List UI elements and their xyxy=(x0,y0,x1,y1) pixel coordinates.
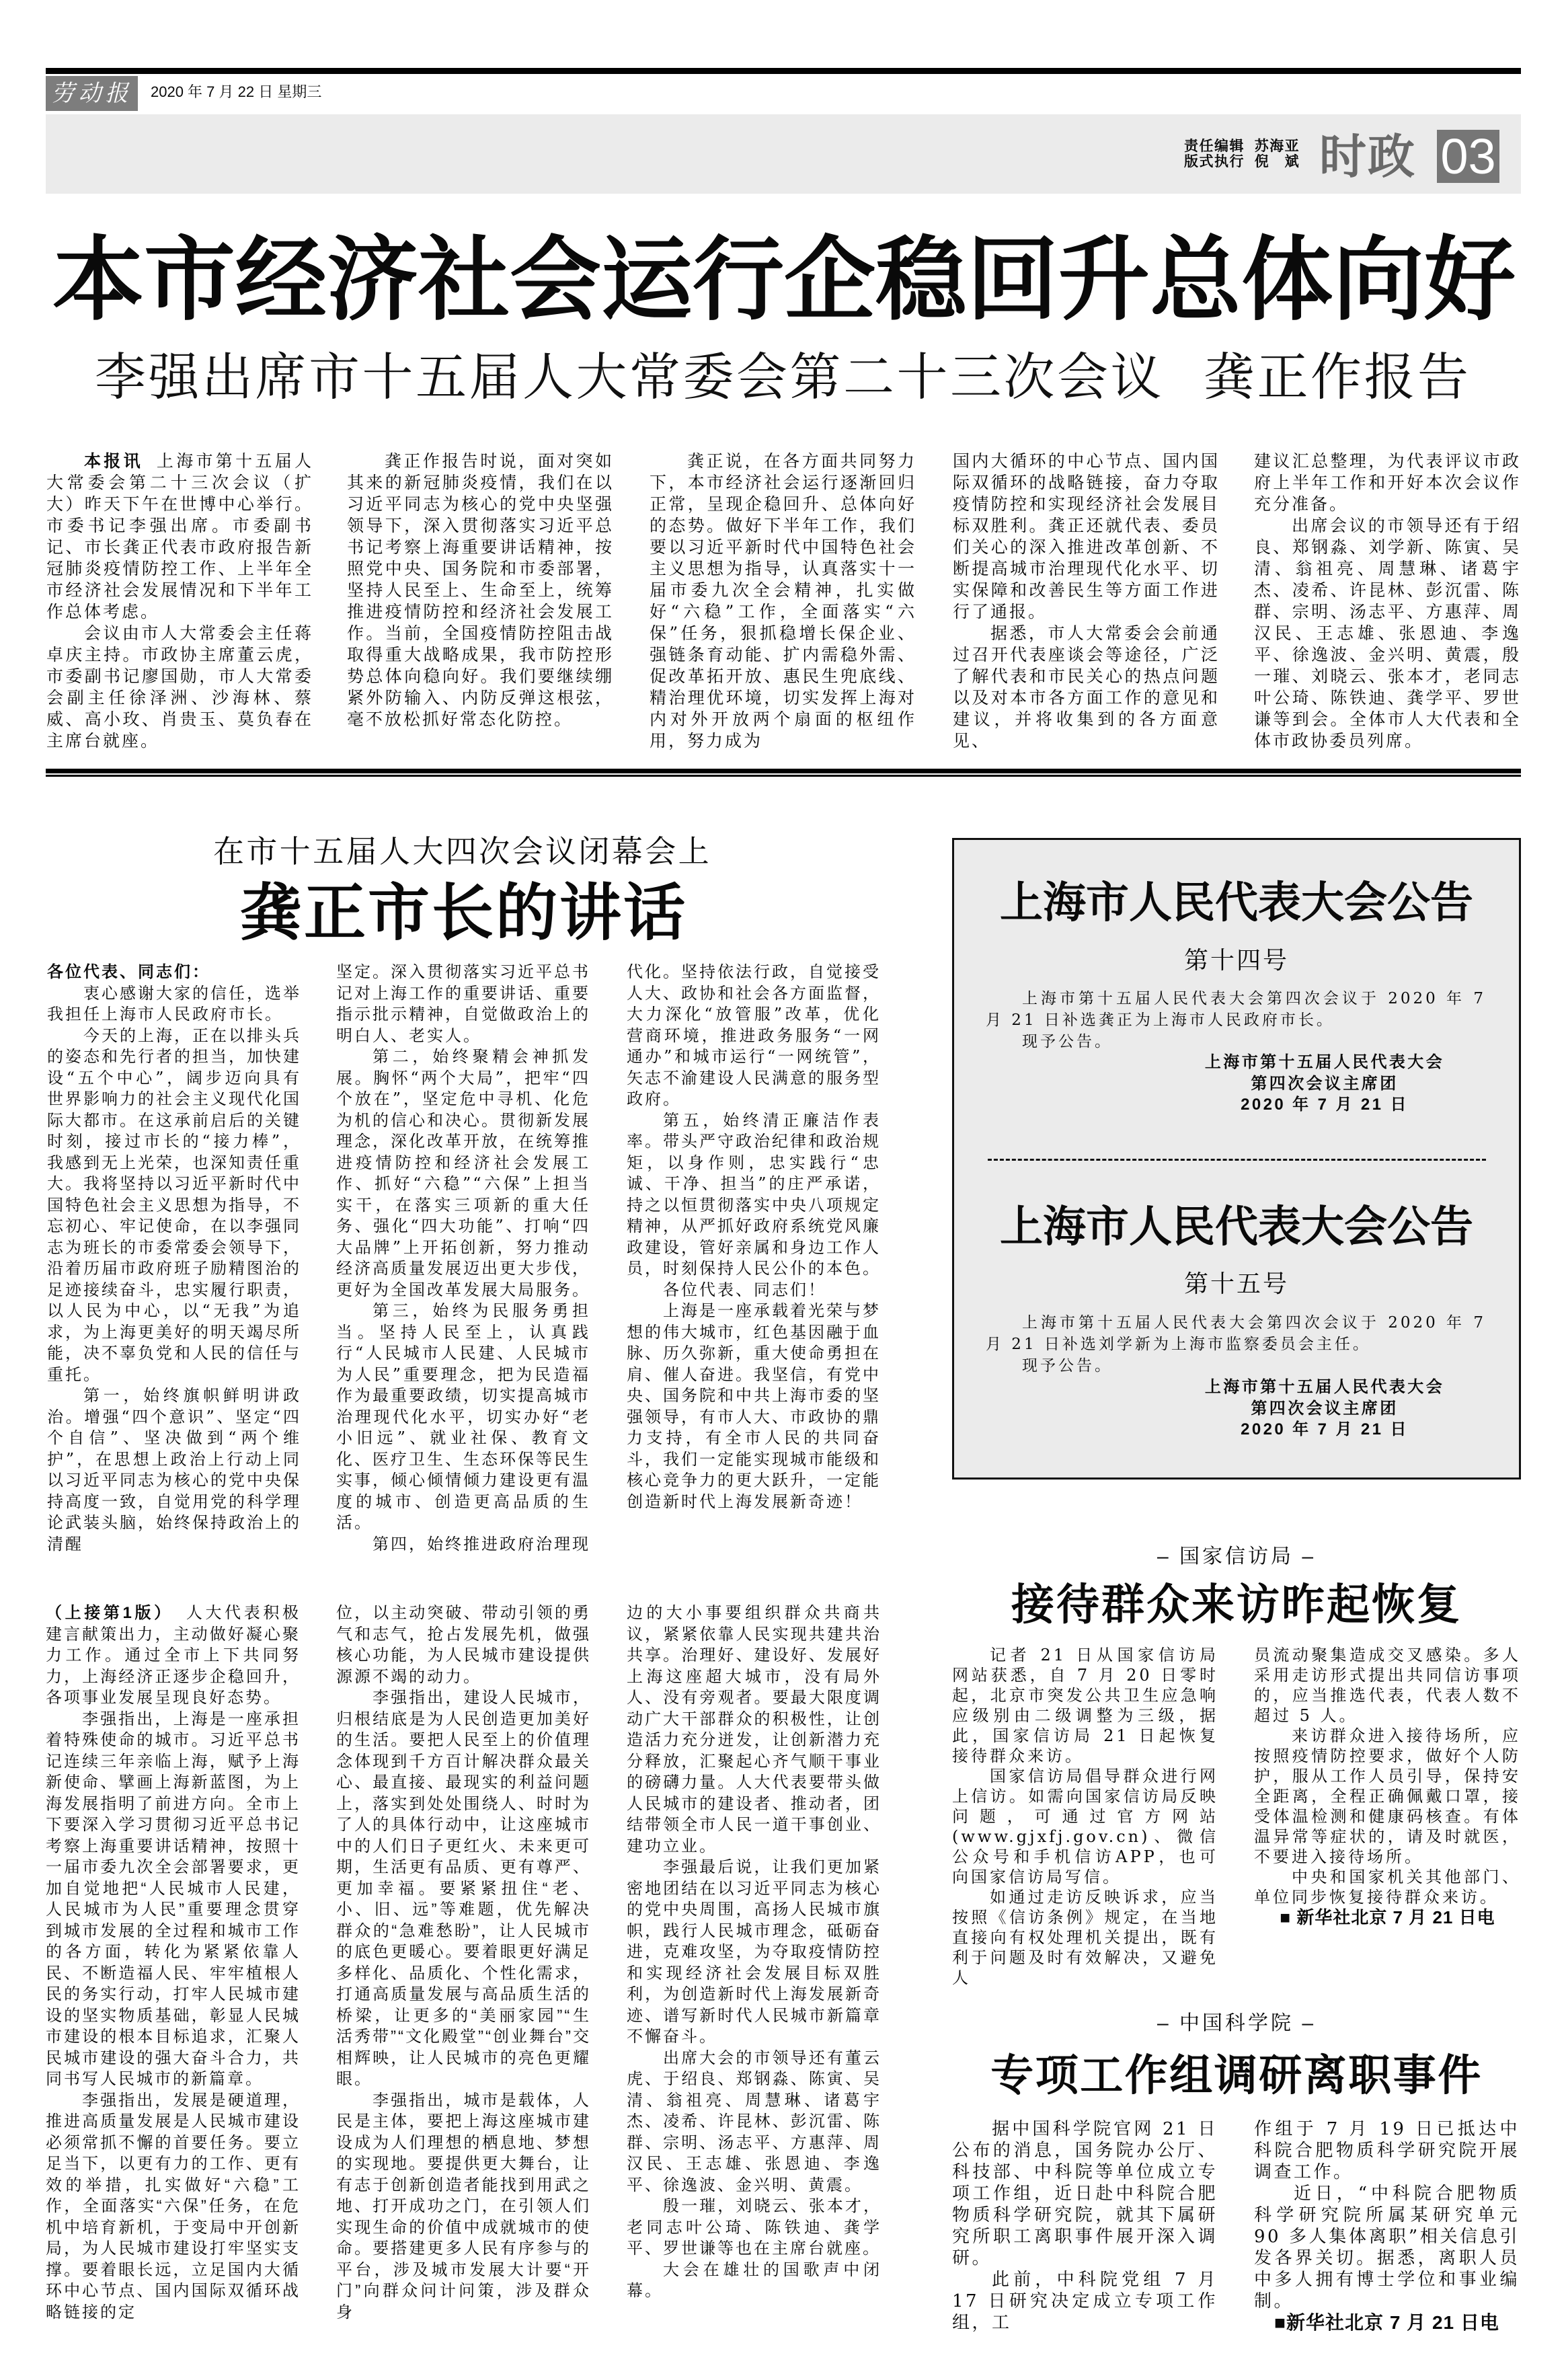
paragraph xyxy=(336,1301,590,1534)
paragraph-text: 第一，始终旗帜鲜明讲政治。增强“四个意识”、坚定“四个自信”、坚决做到“两个维护”，在思想上政治上行动上同以习近平同志为核心的党中央保持高度一致，自觉用党的科学理论武装头脑，始终保持政治上的清醒 xyxy=(47,1386,301,1553)
paragraph-text: 国家信访局倡导群众进行网上信访。如需向国家信访局反映问题，可通过官方网站(www.gjxfj.gov.cn)、微信公众号和手机信访APP，也可向国家信访局写信。 xyxy=(952,1767,1218,1886)
paragraph-text: 代化。坚持依法行政，自觉接受人大、政协和社会各方面监督，大力深化“放管服”改革，优化营商环境，推进政务服务“一网通办”和城市运行“一网统管”，矢志不渝建设人民满意的服务型政府。 xyxy=(627,962,881,1108)
newspaper-logo xyxy=(46,76,138,111)
speech-column-3 xyxy=(627,962,881,1512)
dashed-divider xyxy=(988,1159,1486,1161)
petition-headline: 接待群众来访昨起恢复 xyxy=(1011,1580,1462,1629)
paragraph-text: 第三，始终为民服务勇担当。坚持人民至上，认真践行“人民城市人民建、人民城市为人民”重要理念，把为民造福作为最重要政绩，切实提高城市治理现代化水平，切实办好“老小旧远”、就业社保、教育文化、医疗卫生、生态环保等民生实事，倾心倾情倾力建设更有温度的城市、创造更高品质的生活。 xyxy=(336,1301,590,1532)
section-name: 时政 xyxy=(1319,128,1416,184)
dateline: （上接第1版） xyxy=(46,1604,173,1622)
paragraph xyxy=(347,451,614,730)
paragraph xyxy=(627,1110,881,1280)
dateline: 本报讯 xyxy=(84,452,143,471)
section-divider-thin xyxy=(46,775,1521,777)
notice-signature xyxy=(1190,1377,1459,1441)
notice-signature xyxy=(1190,1052,1459,1116)
paragraph xyxy=(627,1301,881,1512)
paragraph xyxy=(336,1687,591,2090)
lead-column-3 xyxy=(650,451,916,752)
paragraph-text: 记者 21 日从国家信访局网站获悉，自 7 月 20 日零时起，北京市突发公共卫生应急响应级别由二级调整为三级，据此，国家信访局 21 日起恢复接待群众来访。 xyxy=(952,1646,1218,1765)
paragraph xyxy=(953,451,1220,623)
paragraph-text: 会议由市人大常委会主任蒋卓庆主持。市政协主席董云虎，市委副书记廖国勋，市人大常委会副主任徐泽洲、沙海林、蔡威、高小玫、肖贵玉、莫负春在主席台就座。 xyxy=(46,623,313,751)
petition-column-1 xyxy=(952,1645,1218,1988)
lead-column-4 xyxy=(953,451,1220,752)
signature-line: 第四次会议主席团 xyxy=(1251,1399,1399,1418)
paragraph xyxy=(952,1766,1218,1887)
paragraph-text: 各位代表、同志们： xyxy=(47,963,210,981)
paragraph xyxy=(952,1887,1218,1988)
paragraph-text: 来访群众进入接待场所，应按照疫情防控要求，做好个人防护，服从工作人员引导，保持安全距离，全程正确佩戴口罩，接受体温检测和健康码核查。有体温异常等症状的，请及时就医，不要进入接待场所。 xyxy=(1254,1726,1521,1866)
paragraph xyxy=(47,1385,301,1555)
paragraph xyxy=(627,1603,882,1857)
paragraph-text: 据中国科学院官网 21 日公布的消息，国务院办公厅、科技部、中科院等单位成立专项工作组，近日赴中科院合肥物质科学研究院，就其下属研究所职工离职事件展开深入调研。 xyxy=(952,2119,1218,2268)
paragraph xyxy=(336,1603,591,1687)
paragraph-text: 上海市第十五届人大常委会第二十三次会议（扩大）昨天下午在世博中心举行。市委书记李强出席。市委副书记、市长龚正代表市政府报告新冠肺炎疫情防控工作、上半年全市经济社会发展情况和下半年工作总体考虑。 xyxy=(46,451,313,621)
paragraph xyxy=(627,2196,882,2260)
paragraph-text: 上海是一座承载着光荣与梦想的伟大城市，红色基因融于血脉、历久弥新，重大使命勇担在肩、催人奋进。我坚信，有党中央、国务院和中共上海市委的坚强领导，有市人大、市政协的鼎力支持，有全市人民的共同奋斗，我们一定能实现城市能级和核心竞争力的更大跃升，一定能创造新时代上海发展新奇迹！ xyxy=(627,1301,881,1511)
layout-editor-line xyxy=(1184,154,1300,169)
paragraph-text: 第四，始终推进政府治理现 xyxy=(373,1534,590,1553)
notice-number: 第十五号 xyxy=(1183,1270,1289,1298)
paragraph xyxy=(47,983,301,1026)
paragraph-text: 出席会议的市领导还有于绍良、郑钢淼、刘学新、陈寅、吴清、翁祖亮、周慧琳、诸葛宇杰、凌希、许昆林、彭沉雷、陈群、宗明、汤志平、方惠萍、周汉民、王志雄、张恩迪、李逸平、徐逸波、金兴明、黄震，殷一璀、刘晓云、张本才，老同志叶公琦、陈铁迪、龚学平、罗世谦等到会。全体市人大代表和全体市政协委员列席。 xyxy=(1254,516,1521,751)
paragraph xyxy=(1254,451,1521,515)
notice-title: 上海市人民代表大会公告 xyxy=(1000,878,1473,927)
paragraph-text: 李强指出，发展是硬道理，推进高质量发展是人民城市建设必须常抓不懈的首要任务。要立足当下，以更有力的工作、更有效的举措，扎实做好“六稳”工作，全面落实“六保”任务，在危机中培育新机，于变局中开创新局，为人民城市建设打牢坚实支撑。要着眼长远，立足国内大循环中心节点、国内国际双循环战略链接的定 xyxy=(46,2091,301,2321)
paragraph-text: 人大代表积极建言献策出力，主动做好凝心聚力工作。通过全市上下共同努力，上海经济正逐步企稳回升，各项事业发展呈现良好态势。 xyxy=(46,1604,301,1707)
salutation xyxy=(47,962,301,983)
editor-credits xyxy=(1184,139,1300,169)
signature-line: 2020 年 7 月 21 日 xyxy=(1241,1420,1409,1438)
continued-column-3 xyxy=(627,1603,882,2302)
speech-column-2 xyxy=(336,962,590,1555)
paragraph-text: 第五，始终清正廉洁作表率。带头严守政治纪律和政治规矩，以身作则，忠实践行“忠诚、干净、担当”的庄严承诺，持之以恒贯彻落实中央八项规定精神，从严抓好政府系统党风廉政建设，管好亲属和身边工作人员，时刻保持人民公仆的本色。 xyxy=(627,1110,881,1278)
paragraph xyxy=(336,1534,590,1556)
notice-box xyxy=(952,838,1521,1480)
paragraph-text: 位，以主动突破、带动引领的勇气和志气，抢占发展先机，做强核心功能，为人民城市建设提供源源不竭的动力。 xyxy=(336,1604,591,1686)
paragraph xyxy=(46,1603,301,1709)
petition-kicker: – 国家信访局 – xyxy=(1157,1545,1317,1568)
paragraph xyxy=(627,962,881,1110)
paragraph xyxy=(1254,1645,1521,1726)
paragraph xyxy=(953,623,1220,752)
top-rule xyxy=(46,68,1521,74)
logo-text: 劳动报 xyxy=(51,80,132,107)
subheadline-part-1: 李强出席市十五届人大常委会第二十三次会议 xyxy=(95,349,1164,406)
paragraph xyxy=(650,451,916,752)
paragraph-text: 如通过走访反映诉求，应当按照《信访条例》规定，在当地直接向有权处理机关提出，既有利于问题及时有效解决，又避免人 xyxy=(952,1888,1218,1987)
continued-column-2 xyxy=(336,1603,591,2323)
layout-editor-name: 倪 斌 xyxy=(1254,154,1300,169)
signature-line: 上海市第十五届人民代表大会 xyxy=(1204,1378,1445,1396)
notice-closing: 现予公告。 xyxy=(1022,1033,1113,1050)
paragraph-text: 建议汇总整理，为代表评议市政府上半年工作和开好本次会议作充分准备。 xyxy=(1254,451,1521,514)
paragraph-text: 作组于 7 月 19 日已抵达中科院合肥物质科学研究院开展调查工作。 xyxy=(1254,2119,1520,2182)
paragraph-text: 据悉，市人大常委会会前通过召开代表座谈会等途径，广泛了解代表和市民关心的热点问题以及对本市各方面工作的意见和建议，并将收集到的各方面意见、 xyxy=(953,623,1220,751)
section-divider-thick xyxy=(46,769,1521,773)
paragraph xyxy=(336,962,590,1046)
paragraph xyxy=(336,2090,591,2324)
cas-column-2 xyxy=(1254,2118,1520,2334)
petition-column-2 xyxy=(1254,1645,1521,1927)
lead-column-1 xyxy=(46,451,313,752)
paragraph-text: 大会在雄壮的国歌声中闭幕。 xyxy=(627,2260,882,2300)
paragraph-text: 坚定。深入贯彻落实习近平总书记对上海工作的重要讲话、重要指示批示精神，自觉做政治上的明白人、老实人。 xyxy=(336,962,590,1045)
cas-kicker: – 中国科学院 – xyxy=(1157,2012,1317,2034)
paragraph-text: 李强指出，建设人民城市，归根结底是为人民创造更加美好的生活。要把人民至上的价值理念体现到千方百计解决群众最关心、最直接、最现实的利益问题上，落实到处处围绕人、时时为了人的具体行动中，让这座城市中的人们日子更红火、未来更可期，生活更有品质、更有尊严、更加幸福。要紧紧扭住“老、小、旧、远”等难题，优先解决群众的“急难愁盼”，让人民城市的底色更暖心。要着眼更好满足多样化、品质化、个性化需求，打通高质量发展与高品质生活的桥梁，让更多的“美丽家园”“生活秀带”“文化殿堂”“创业舞台”交相辉映，让人民城市的亮色更耀眼。 xyxy=(336,1689,591,2088)
cas-column-1 xyxy=(952,2118,1218,2334)
paragraph xyxy=(627,1857,882,2048)
paragraph xyxy=(1254,2183,1520,2312)
paragraph-text: 此前，中科院党组 7 月 17 日研究决定成立专项工作组，工 xyxy=(952,2270,1218,2333)
signature-line: 第四次会议主席团 xyxy=(1251,1074,1399,1093)
chief-editor-name: 苏海亚 xyxy=(1254,139,1300,154)
paragraph xyxy=(1254,1726,1521,1867)
signature-line: 上海市第十五届人民代表大会 xyxy=(1204,1053,1445,1071)
paragraph-text: 龚正作报告时说，面对突如其来的新冠肺炎疫情，我们在以习近平同志为核心的党中央坚强领导下，深入贯彻落实习近平总书记考察上海重要讲话精神，按照党中央、国务院和市委部署，坚持人民至上、生命至上，统筹推进疫情防控和经济社会发展工作。当前，全国疫情防控阻击战取得重大战略成果，我市防控形势总体向稳向好。我们要继续绷紧外防输入、内防反弹这根弦，毫不放松抓好常态化防控。 xyxy=(347,451,614,729)
paragraph xyxy=(46,623,313,752)
continued-column-1 xyxy=(46,1603,301,2323)
paragraph-text: 殷一璀，刘晓云、张本才，老同志叶公琦、陈铁迪、龚学平、罗世谦等也在主席台就座。 xyxy=(627,2197,882,2258)
paragraph xyxy=(1254,515,1521,752)
paragraph xyxy=(46,2090,301,2324)
notice-body xyxy=(986,1312,1486,1377)
speech-column-1 xyxy=(47,962,301,1555)
paragraph-text: 员流动聚集造成交叉感染。多人采用走访形式提出共同信访事项的，应当推选代表，代表人数不超过 5 人。 xyxy=(1254,1646,1521,1725)
paragraph xyxy=(627,1280,881,1301)
paragraph-text: 国内大循环的中心节点、国内国际双循环的战略链接，奋力夺取疫情防控和实现经济社会发展目标双胜利。龚正还就代表、委员们关心的深入推进改革创新、不断提高城市治理现代化水平、切实保障和改善民生等方面工作进行了通报。 xyxy=(953,451,1220,621)
notice-closing: 现予公告。 xyxy=(1022,1357,1113,1375)
layout-editor-label: 版式执行 xyxy=(1184,154,1245,169)
paragraph xyxy=(952,2269,1218,2334)
paragraph xyxy=(46,1709,301,2090)
cas-headline: 专项工作组调研离职事件 xyxy=(990,2051,1483,2100)
notice-text: 上海市第十五届人民代表大会第四次会议于 2020 年 7 月 21 日补选龚正为上海市人民政府市长。 xyxy=(986,990,1486,1029)
paragraph-text: 出席大会的市领导还有董云虎、于绍良、郑钢淼、陈寅、吴清、翁祖亮、周慧琳、诸葛宇杰、凌希、许昆林、彭沉雷、陈群、宗明、汤志平、方惠萍、周汉民、王志雄、张恩迪、李逸平、徐逸波、金兴明、黄震。 xyxy=(627,2048,882,2194)
chief-editor-label: 责任编辑 xyxy=(1184,139,1245,154)
chief-editor-line xyxy=(1184,139,1300,154)
paragraph-text: 李强最后说，让我们更加紧密地团结在以习近平同志为核心的党中央周围，高扬人民城市旗帜，践行人民城市理念，砥砺奋进，克难攻坚，为夺取疫情防控和实现经济社会发展目标双胜利，为创造新时代上海发展新奇迹、谱写新时代人民城市新篇章不懈奋斗。 xyxy=(627,1858,882,2046)
paragraph-text: 龚正说，在各方面共同努力下，本市经济社会运行逐渐回归正常，呈现企稳回升、总体向好的态势。做好下半年工作，我们要以习近平新时代中国特色社会主义思想为指导，认真落实十一届市委九次全会精神，扎实做好“六稳”工作，全面落实“六保”任务，狠抓稳增长保企业、强链条育动能、扩内需稳外需、促改革拓开放、惠民生兜底线、精治理优环境，切实发挥上海对内对外开放两个扇面的枢纽作用，努力成为 xyxy=(650,451,916,751)
speech-title: 龚正市长的讲话 xyxy=(240,879,688,948)
paragraph xyxy=(47,1026,301,1386)
paragraph-text: 近日，“中科院合肥物质科学研究院所属某研究单元 90 多人集体离职”相关信息引发各界关切。据悉，离职人员中多人拥有博士学位和事业编制。 xyxy=(1254,2184,1520,2311)
lead-subheadline xyxy=(95,350,1471,406)
notice-body xyxy=(986,988,1486,1052)
lead-column-5 xyxy=(1254,451,1521,752)
paragraph-text: 李强指出，上海是一座承担着特殊使命的城市。习近平总书记连续三年亲临上海，赋予上海新使命、擘画上海新蓝图，为上海发展指明了前进方向。全市上下要深入学习贯彻习近平总书记考察上海重要讲话精神，按照十一届市委九次全会部署要求，更加自觉地把“人民城市人民建，人民城市为人民”重要理念贯穿到城市发展的全过程和城市工作的各方面，转化为紧紧依靠人民、不断造福人民、牢牢植根人民的务实行动，打牢人民城市建设的坚实物质基础，彰显人民城市建设的根本目标追求，汇聚人民城市建设的强大奋斗合力，共同书写人民城市的新篇章。 xyxy=(46,1710,301,2088)
paragraph-text: 衷心感谢大家的信任，选举我担任上海市人民政府市长。 xyxy=(47,983,301,1024)
paragraph xyxy=(627,2260,882,2302)
issue-date: 2020 年 7 月 22 日 星期三 xyxy=(151,83,322,100)
paragraph-text: 今天的上海，正在以排头兵的姿态和先行者的担当，加快建设“五个中心”，阔步迈向具有世界影响力的社会主义现代化国际大都市。在这承前启后的关键时刻，接过市长的“接力棒”，我感到无上光荣，也深知责任重大。我将坚持以习近平新时代中国特色社会主义思想为指导，不忘初心、牢记使命，在以李强同志为班长的市委常委会领导下，沿着历届市政府班子励精图治的足迹接续奋斗，忠实履行职责，以人民为中心，以“无我”为追求，为上海更美好的明天竭尽所能，决不辜负党和人民的信任与重托。 xyxy=(47,1026,301,1384)
page-number: 03 xyxy=(1437,130,1499,183)
paragraph xyxy=(952,1645,1218,1766)
petition-byline: ■ 新华社北京 7 月 21 日电 xyxy=(1280,1907,1495,1927)
notice-title: 上海市人民代表大会公告 xyxy=(1000,1202,1473,1251)
speech-kicker: 在市十五届人大四次会议闭幕会上 xyxy=(213,834,711,869)
notice-number: 第十四号 xyxy=(1183,947,1289,974)
subheadline-part-2: 龚正作报告 xyxy=(1204,349,1471,406)
lead-headline: 本市经济社会运行企稳回升总体向好 xyxy=(52,229,1516,331)
lead-column-2 xyxy=(347,451,614,730)
paragraph-text: 边的大小事要组织群众共商共议，紧紧依靠人民实现共建共治共享。治理好、建设好、发展好上海这座超大城市，没有局外人、没有旁观者。要最大限度调动广大干部群众的积极性，让创造活力充分迸发，让创新潜力充分释放，汇聚起心齐气顺干事业的磅礴力量。人大代表要带头做人民城市的建设者、推动者，团结带领全市人民一道干事创业、建功立业。 xyxy=(627,1604,882,1855)
paragraph xyxy=(627,2048,882,2196)
paragraph xyxy=(1254,1867,1521,1907)
notice-text: 上海市第十五届人民代表大会第四次会议于 2020 年 7 月 21 日补选刘学新为上海市监察委员会主任。 xyxy=(986,1314,1486,1353)
paragraph-text: 中央和国家机关其他部门、单位同步恢复接待群众来访。 xyxy=(1254,1868,1521,1907)
paragraph xyxy=(336,1046,590,1301)
paragraph xyxy=(952,2118,1218,2269)
signature-line: 2020 年 7 月 21 日 xyxy=(1241,1096,1409,1114)
paragraph-text: 各位代表、同志们！ xyxy=(663,1280,826,1299)
paragraph-text: 第二，始终聚精会神抓发展。胸怀“两个大局”，把牢“四个放在”，坚定危中寻机、化危为机的信心和决心。贯彻新发展理念，深化改革开放，在统筹推进疫情防控和经济社会发展工作、抓好“六稳”“六保”上担当实干，在落实三项新的重大任务、强化“四大功能”、打响“四大品牌”上开拓创新，努力推动经济高质量发展迈出更大步伐，更好为全国改革发展大局服务。 xyxy=(336,1047,590,1299)
paragraph-text: 李强指出，城市是载体，人民是主体，要把上海这座城市建设成为人们理想的栖息地、梦想的实现地。要提供更大舞台，让有志于创新创造者能找到用武之地、打开成功之门，在引领人们实现生命的价值中成就城市的使命。要搭建更多人民有序参与的平台，涉及城市发展大计要“开门”向群众问计问策，涉及群众身 xyxy=(336,2091,591,2321)
paragraph xyxy=(1254,2118,1520,2183)
cas-byline: ■新华社北京 7 月 21 日电 xyxy=(1274,2312,1499,2333)
paragraph xyxy=(46,451,313,623)
